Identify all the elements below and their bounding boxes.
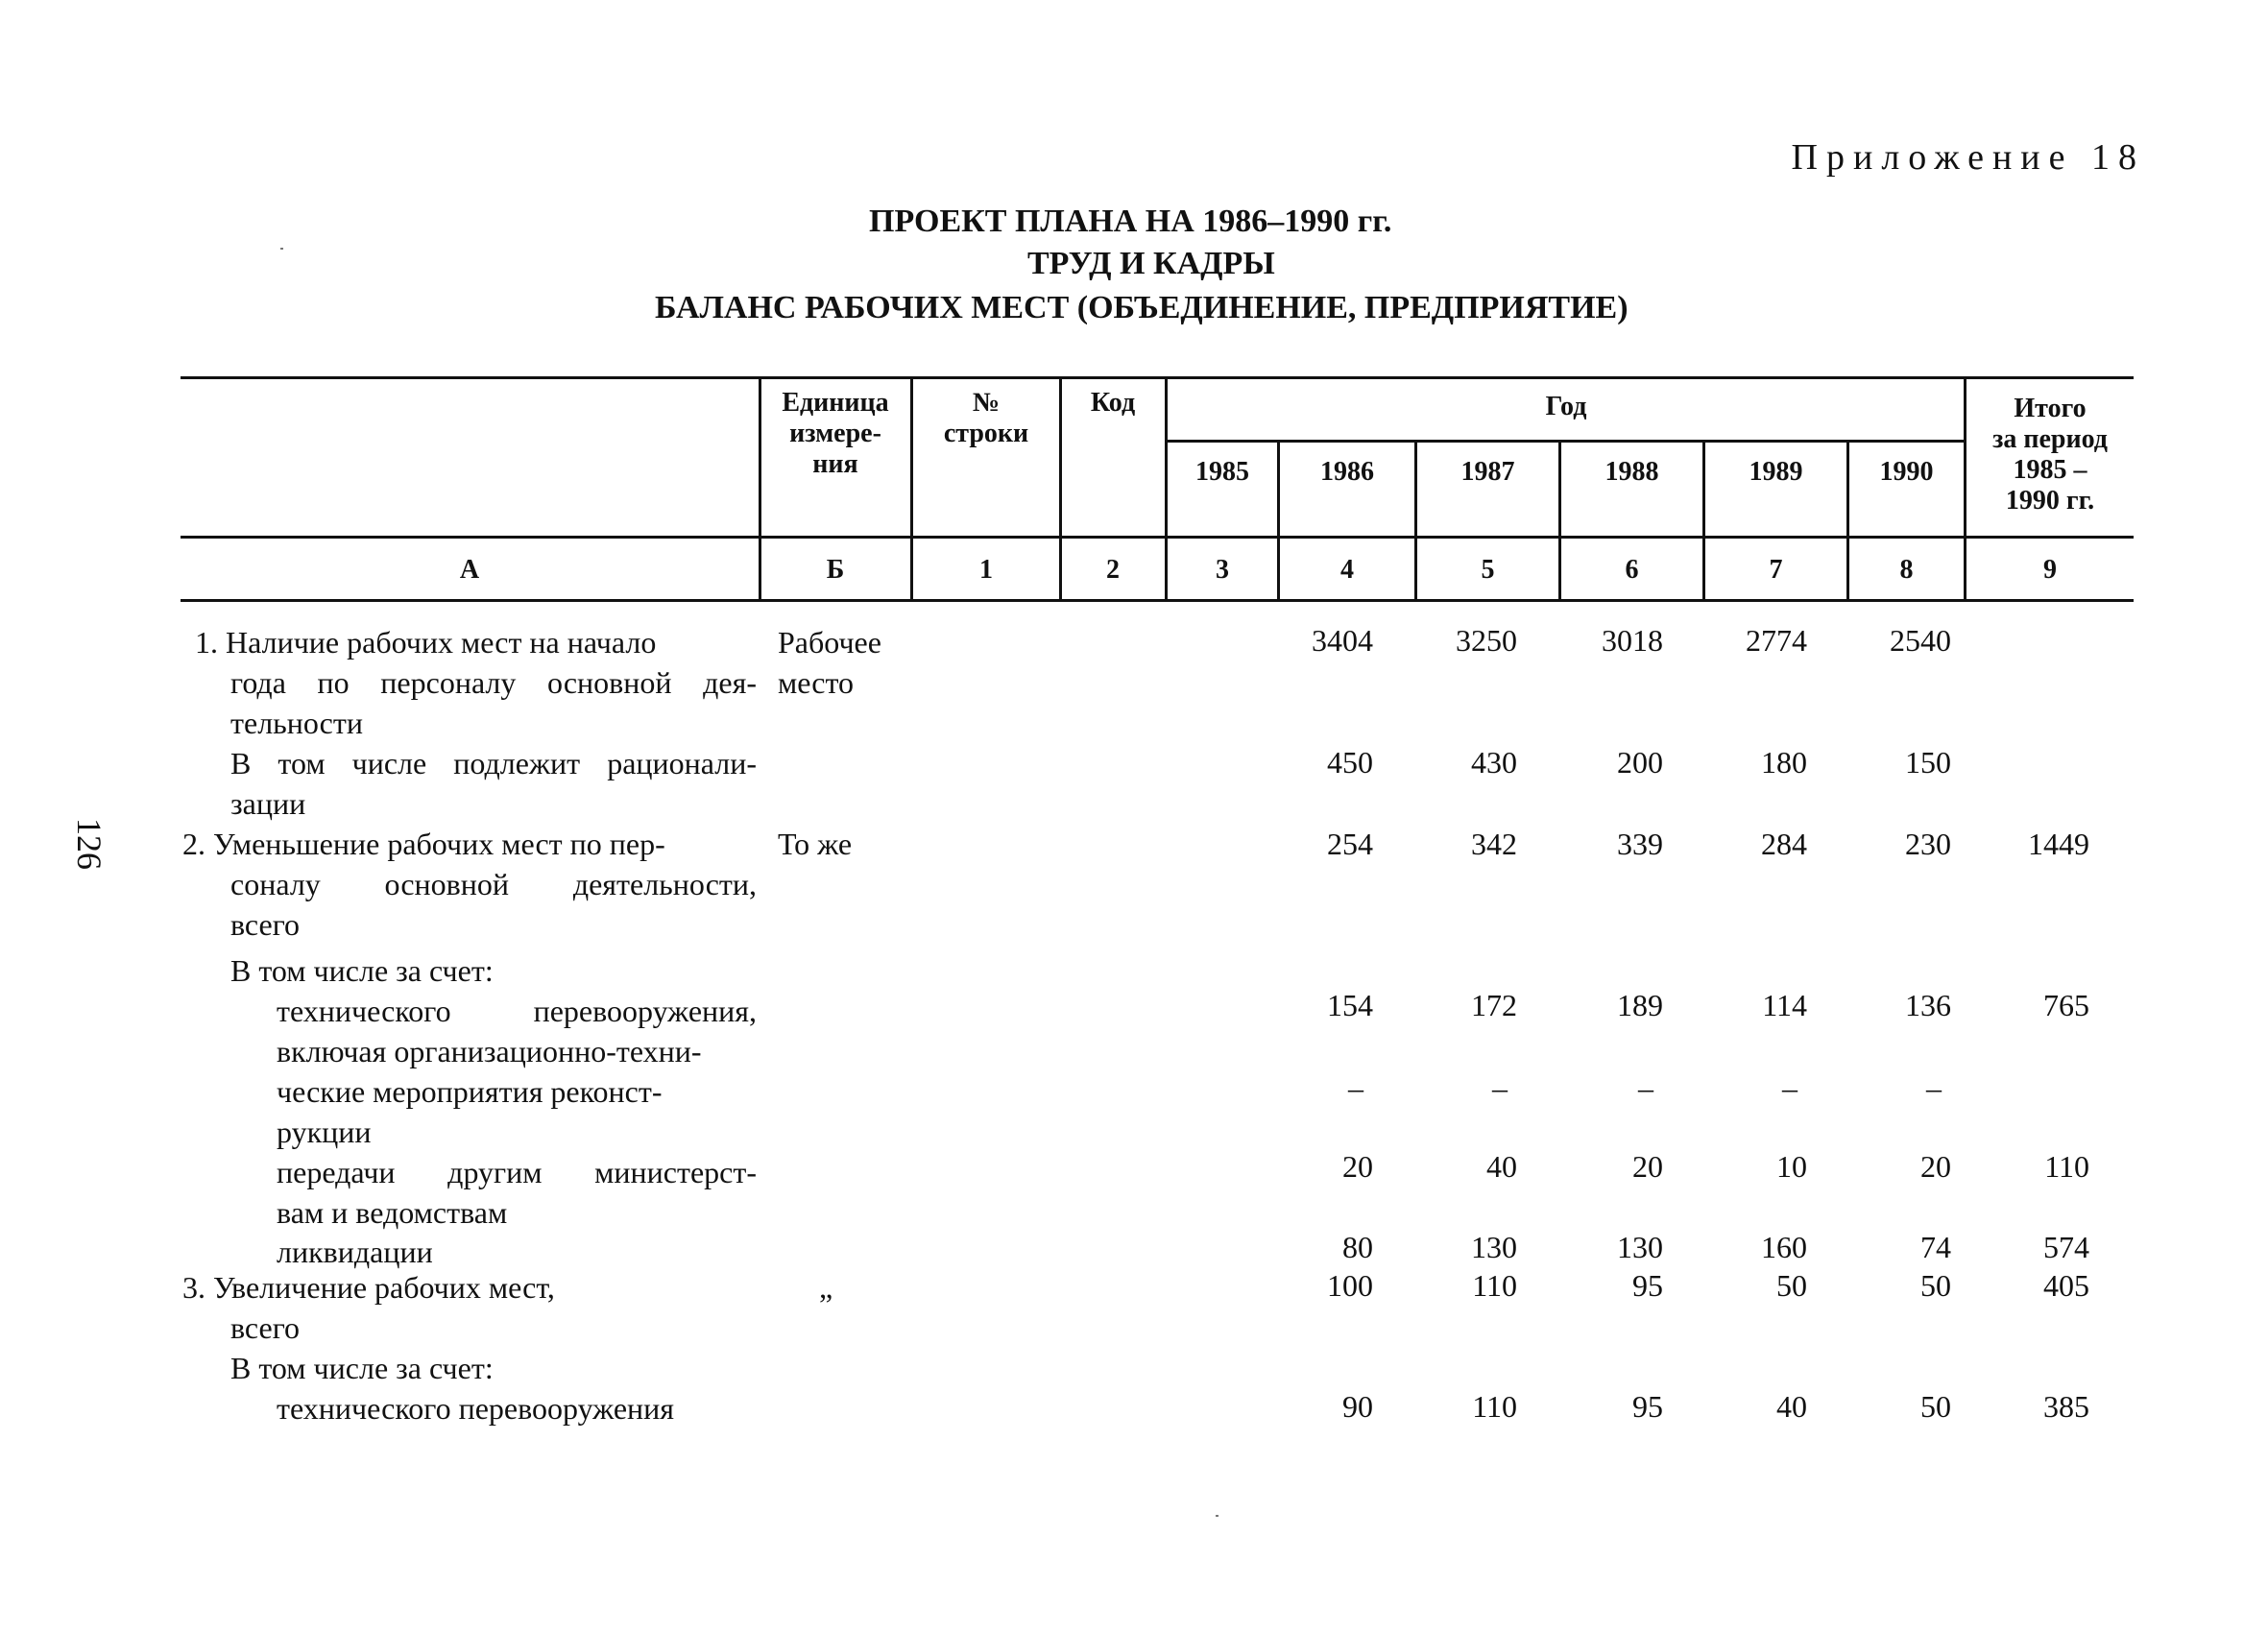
row-2b-line-2: рукции (277, 1115, 372, 1149)
row-2c-1987: 40 (1486, 1149, 1517, 1184)
header-row-number-line-2: строки (943, 419, 1029, 448)
row-1-unit-line-1: Рабочее (778, 625, 881, 660)
header-vrule-b (910, 376, 913, 602)
col-label-8: 8 (1899, 555, 1914, 585)
scan-speck (280, 248, 283, 250)
row-1a-line-2: зации (230, 786, 306, 821)
row-3-1986: 100 (1327, 1268, 1373, 1303)
row-3a-1986: 90 (1342, 1389, 1373, 1424)
col-label-2: 2 (1106, 555, 1120, 585)
col-label-6: 6 (1625, 555, 1639, 585)
row-2a-line-1: технического перевооружения, (277, 994, 757, 1028)
header-bottom-rule (181, 599, 2134, 602)
header-year-1986: 1986 (1320, 457, 1374, 487)
row-3-1990: 50 (1920, 1268, 1951, 1303)
row-2d-line-1: ликвидации (277, 1235, 433, 1269)
header-total-line-1: Итого (2014, 394, 2087, 423)
row-3a-1987: 110 (1472, 1389, 1517, 1424)
row-1a-1986: 450 (1327, 745, 1373, 780)
row-2a-1987: 172 (1471, 988, 1517, 1022)
row-2-1988: 339 (1617, 827, 1663, 861)
row-3-1987: 110 (1472, 1268, 1517, 1303)
row-2c-1986: 20 (1342, 1149, 1373, 1184)
row-1-1986: 3404 (1312, 623, 1373, 658)
header-top-rule (181, 376, 2134, 379)
row-2c-1989: 10 (1776, 1149, 1807, 1184)
row-2-1987: 342 (1471, 827, 1517, 861)
row-2d-total: 574 (2043, 1230, 2089, 1264)
row-3a-1990: 50 (1920, 1389, 1951, 1424)
row-2b-line-1: ческие мероприятия реконст- (277, 1074, 663, 1109)
header-code: Код (1090, 388, 1136, 418)
row-1a-1989: 180 (1761, 745, 1807, 780)
row-1a-1990: 150 (1905, 745, 1951, 780)
row-2b-1987: – (1492, 1070, 1508, 1105)
row-2a-1989: 114 (1762, 988, 1807, 1022)
row-2c-line-1: передачи другим министерст- (277, 1155, 757, 1189)
row-1a-1987: 430 (1471, 745, 1517, 780)
header-total-line-2: за период (1992, 424, 2108, 454)
row-2-line-2: соналу основной деятельности, (230, 867, 757, 901)
row-3-1989: 50 (1776, 1268, 1807, 1303)
header-year-1987: 1987 (1460, 457, 1515, 487)
row-2-unit: То же (778, 827, 853, 861)
row-3-total: 405 (2043, 1268, 2089, 1303)
row-2-1990: 230 (1905, 827, 1951, 861)
col-label-7: 7 (1769, 555, 1783, 585)
row-3-subheading: В том числе за счет: (230, 1351, 494, 1385)
title-line-3: БАЛАНС РАБОЧИХ МЕСТ (ОБЪЕДИНЕНИЕ, ПРЕДПРИЯТИЕ) (655, 290, 1629, 325)
header-total-line-3: 1985 – (2013, 455, 2087, 485)
row-2-1986: 254 (1327, 827, 1373, 861)
year-sub-rule (1167, 440, 1964, 443)
row-2-line-3: всего (230, 907, 301, 942)
header-total-line-4: 1990 гг. (2005, 486, 2095, 516)
row-2d-1986: 80 (1342, 1230, 1373, 1264)
row-3-1988: 95 (1632, 1268, 1663, 1303)
row-2c-1988: 20 (1632, 1149, 1663, 1184)
col-label-3: 3 (1216, 555, 1229, 585)
header-unit (762, 388, 908, 480)
header-year-1988: 1988 (1604, 457, 1659, 487)
row-1-line-2: года по персоналу основной дея- (230, 665, 757, 700)
row-1-1987: 3250 (1456, 623, 1517, 658)
col-label-4: 4 (1340, 555, 1354, 585)
row-2b-1989: – (1782, 1070, 1798, 1105)
row-2c-line-2: вам и ведомствам (277, 1195, 508, 1230)
col-label-5: 5 (1481, 555, 1495, 585)
row-3a-total: 385 (2043, 1389, 2089, 1424)
row-2-1989: 284 (1761, 827, 1807, 861)
header-unit-line-3: ния (812, 449, 858, 479)
row-2-subheading: В том числе за счет: (230, 953, 494, 988)
scan-speck (1216, 1515, 1218, 1517)
row-3a-1989: 40 (1776, 1389, 1807, 1424)
row-2d-1988: 130 (1617, 1230, 1663, 1264)
row-3a-1988: 95 (1632, 1389, 1663, 1424)
row-1-unit-line-2: место (778, 665, 855, 700)
row-2-line-1: 2. Уменьшение рабочих мест по пер- (182, 827, 665, 861)
row-3-line-2: всего (230, 1310, 301, 1345)
row-2b-1990: – (1926, 1070, 1942, 1105)
row-2d-1987: 130 (1471, 1230, 1517, 1264)
row-2a-1990: 136 (1905, 988, 1951, 1022)
row-3-unit: „ (819, 1270, 833, 1305)
header-year-1990: 1990 (1879, 457, 1934, 487)
header-total (1967, 394, 2133, 516)
row-1-1990: 2540 (1890, 623, 1951, 658)
row-1a-line-1: В том числе подлежит рационали- (230, 746, 757, 780)
header-row-number (914, 388, 1058, 449)
title-line-1: ПРОЕКТ ПЛАНА НА 1986–1990 гг. (869, 204, 1392, 239)
title-line-2: ТРУД И КАДРЫ (1027, 246, 1275, 281)
row-1-1989: 2774 (1746, 623, 1807, 658)
row-2b-1986: – (1348, 1070, 1363, 1105)
header-row-number-line-1: № (972, 388, 1001, 418)
col-label-9: 9 (2043, 555, 2057, 585)
row-2-total: 1449 (2028, 827, 2089, 861)
header-year-1985: 1985 (1195, 457, 1249, 487)
row-2c-1990: 20 (1920, 1149, 1951, 1184)
row-1-line-1: 1. Наличие рабочих мест на начало (195, 625, 657, 660)
row-2c-total: 110 (2044, 1149, 2089, 1184)
header-unit-line-1: Единица (782, 388, 889, 418)
row-2a-1986: 154 (1327, 988, 1373, 1022)
header-year: Год (1545, 392, 1587, 421)
col-label-a: А (459, 555, 480, 585)
header-unit-line-2: измере- (789, 419, 881, 448)
appendix-label: Приложение 18 (1791, 137, 2145, 178)
row-1-1988: 3018 (1602, 623, 1663, 658)
row-2a-1988: 189 (1617, 988, 1663, 1022)
row-2d-1989: 160 (1761, 1230, 1807, 1264)
header-vrule-a (759, 376, 761, 602)
row-1-line-3: тельности (230, 706, 363, 740)
header-mid-rule (181, 536, 2134, 539)
header-year-1989: 1989 (1749, 457, 1803, 487)
row-2a-line-2: включая организационно-техни- (277, 1034, 702, 1068)
row-2a-total: 765 (2043, 988, 2089, 1022)
row-1a-1988: 200 (1617, 745, 1663, 780)
page-number: 126 (70, 818, 109, 870)
row-2b-1988: – (1638, 1070, 1653, 1105)
col-label-b: Б (826, 555, 845, 585)
row-2d-1990: 74 (1920, 1230, 1951, 1264)
row-3-line-1: 3. Увеличение рабочих мест, (182, 1270, 555, 1305)
row-3a-line-1: технического перевооружения (277, 1391, 674, 1426)
col-label-1: 1 (979, 555, 993, 585)
